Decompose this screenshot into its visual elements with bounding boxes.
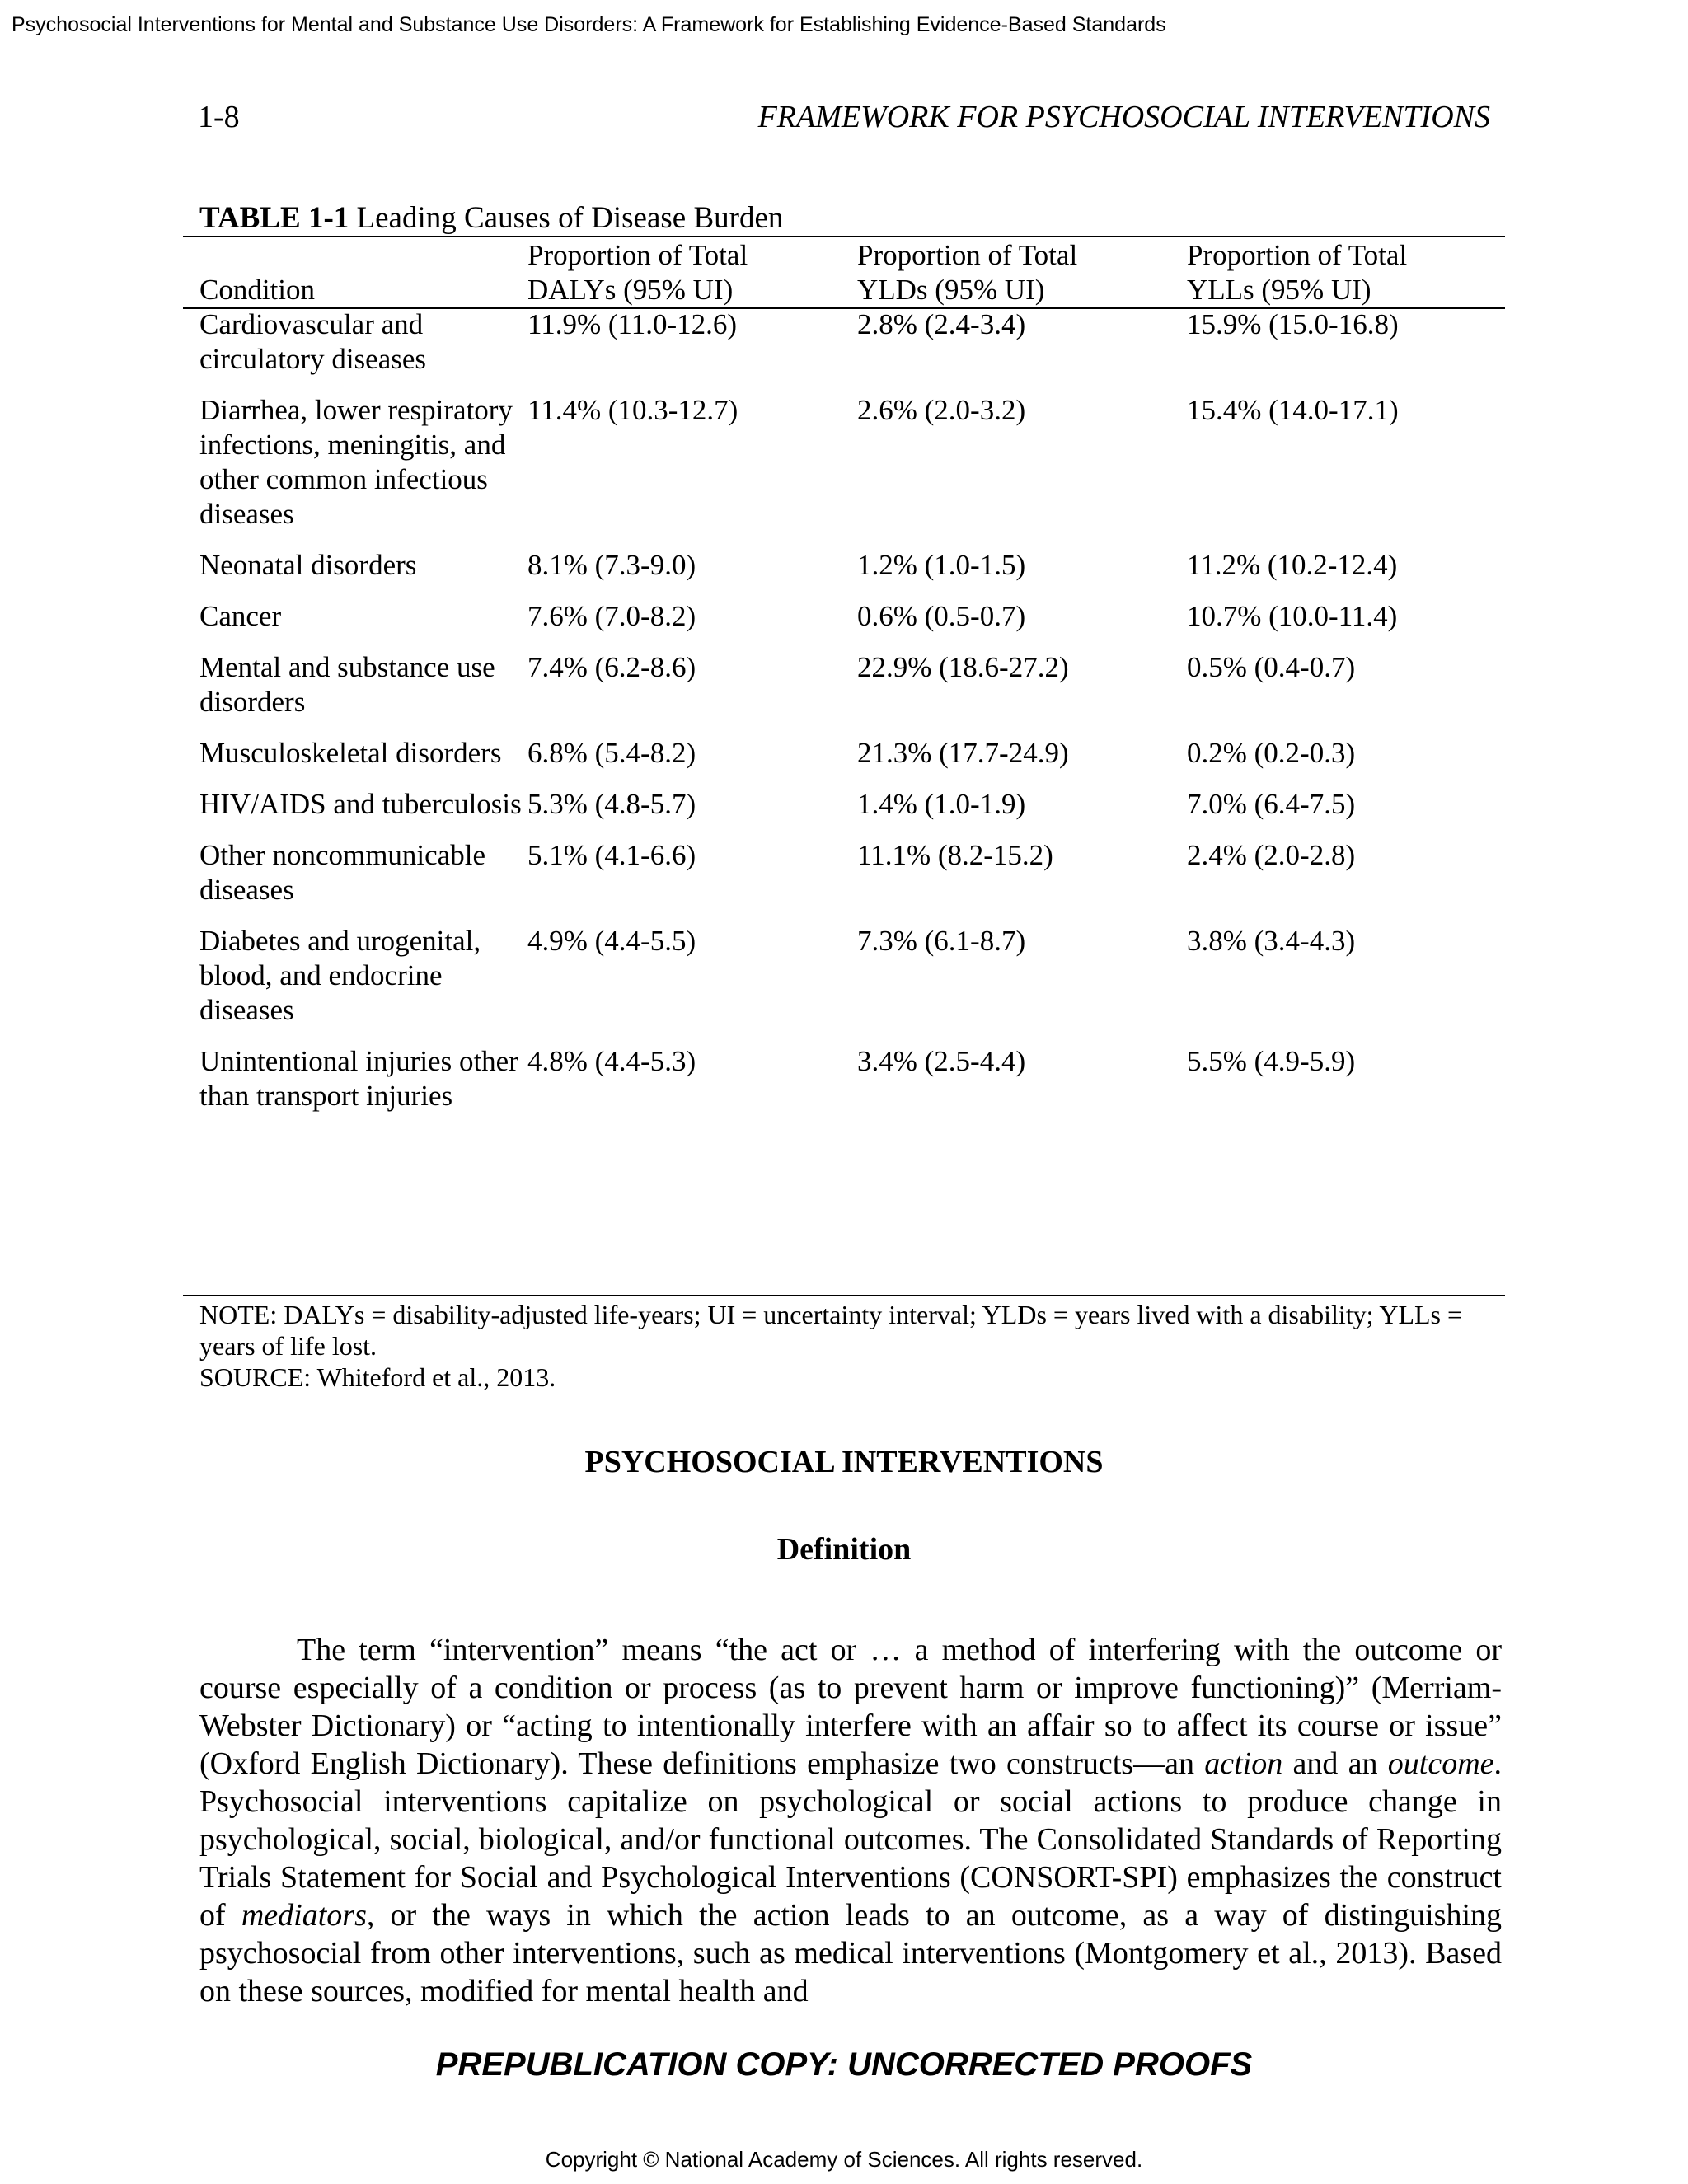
dalys-cell: 6.8% (5.4-8.2) [528,737,696,769]
ylls-cell: 10.7% (10.0-11.4) [1187,600,1398,632]
ylls-cell: 5.5% (4.9-5.9) [1187,1045,1356,1077]
dalys-cell: 8.1% (7.3-9.0) [528,549,696,581]
condition-cell: Diabetes and urogenital, blood, and endocrine diseases [199,925,481,1026]
disease-burden-table [183,236,1505,1130]
ylls-cell: 11.2% (10.2-12.4) [1187,549,1398,581]
section-subheading: Definition [776,1532,912,1567]
ylls-cell: 15.9% (15.0-16.8) [1187,308,1399,340]
paragraph-text: and an [1282,1746,1388,1781]
dalys-cell: 4.9% (4.4-5.5) [528,925,696,957]
table-caption-text: Leading Causes of Disease Burden [349,201,784,235]
section-heading: PSYCHOSOCIAL INTERVENTIONS [584,1445,1104,1479]
paragraph-text: , or the ways in which the action leads to an outcome, as a way of distinguishing psychosocial from other interventions, such as medical interventions (Montgomery et al., 2013). Based on these sources, modified for mental health and [199,1898,1503,2008]
dalys-cell: 11.9% (11.0-12.6) [528,308,738,340]
dalys-cell: 5.1% (4.1-6.6) [528,839,696,871]
table-row [183,736,1505,787]
dalys-cell: 5.3% (4.8-5.7) [528,788,696,820]
proof-notice: PREPUBLICATION COPY: UNCORRECTED PROOFS [435,2046,1253,2083]
condition-cell: Unintentional injuries other than transport injuries [199,1045,518,1112]
paragraph-text: . Psychosocial interventions capitalize on psychological or social actions to produce change in psychological, social, biological, and/or functional outcomes. The Consolidated Standards of Reporting Trials Statement for Social and Psychological Interventions (CONSORT-SPI) emphasizes the construct of [199,1746,1502,1933]
column-header-dalys: Proportion of Total DALYs (95% UI) [528,239,748,306]
table-row [183,307,1505,393]
table-source: SOURCE: Whiteford et al., 2013. [199,1362,556,1392]
ylds-cell: 22.9% (18.6-27.2) [857,651,1069,683]
table-note: NOTE: DALYs = disability-adjusted life-years; UI = uncertainty interval; YLDs = years lived with a disability; YLLs = years of life lost. [199,1300,1463,1361]
ylls-cell: 15.4% (14.0-17.1) [1187,394,1399,426]
table-row [183,924,1505,1044]
paragraph-emphasis: action [1204,1746,1283,1781]
column-header-ylls: Proportion of Total YLLs (95% UI) [1187,239,1408,306]
ylls-cell: 3.8% (3.4-4.3) [1187,925,1356,957]
table-bottom-rule [183,1295,1505,1296]
ylds-cell: 2.8% (2.4-3.4) [857,308,1026,340]
condition-cell: Cardiovascular and circulatory diseases [199,308,427,375]
ylds-cell: 7.3% (6.1-8.7) [857,925,1026,957]
ylls-cell: 2.4% (2.0-2.8) [1187,839,1356,871]
ylds-cell: 1.2% (1.0-1.5) [857,549,1026,581]
paragraph-text: The term “intervention” means “the act or … a method of interfering with the outcome or course especially of a condition or process (as to prevent harm or improve functioning)” (Merriam-Webster Dictionary) or “acting to intentionally interfere with an affair so to affect its course or issue” (Oxford English Dictionary). These definitions emphasize two constructs—an [199,1633,1502,1781]
condition-cell: Musculoskeletal disorders [199,737,502,769]
table-row [183,1044,1505,1130]
column-header-condition: Condition [199,274,316,306]
table-row [183,650,1505,736]
condition-cell: HIV/AIDS and tuberculosis [199,788,522,820]
table-row [183,838,1505,924]
page-number: 1-8 [198,100,240,134]
paragraph-emphasis: mediators [241,1898,367,1933]
table-row [183,599,1505,650]
table-label: TABLE 1-1 [199,201,349,235]
column-header-ylds: Proportion of Total YLDs (95% UI) [857,239,1078,306]
dalys-cell: 7.6% (7.0-8.2) [528,600,696,632]
condition-cell: Neonatal disorders [199,549,417,581]
table-notes [199,1299,1518,1393]
dalys-cell: 4.8% (4.4-5.3) [528,1045,696,1077]
table-row [183,393,1505,548]
copyright-notice: Copyright © National Academy of Sciences. All rights reserved. [545,2147,1143,2172]
condition-cell: Diarrhea, lower respiratory infections, meningitis, and other common infectious diseases [199,394,513,530]
table-caption [199,199,783,237]
ylls-cell: 0.5% (0.4-0.7) [1187,651,1356,683]
ylls-cell: 7.0% (6.4-7.5) [1187,788,1356,820]
ylds-cell: 1.4% (1.0-1.9) [857,788,1026,820]
table-row [183,548,1505,599]
ylds-cell: 3.4% (2.5-4.4) [857,1045,1026,1077]
paragraph-emphasis: outcome [1387,1746,1494,1781]
document-title: Psychosocial Interventions for Mental and Substance Use Disorders: A Framework for Establishing Evidence-Based Standards [12,13,1166,36]
condition-cell: Cancer [199,600,282,632]
ylds-cell: 2.6% (2.0-3.2) [857,394,1026,426]
table-row [183,787,1505,838]
running-head-title: FRAMEWORK FOR PSYCHOSOCIAL INTERVENTIONS [757,100,1490,134]
dalys-cell: 11.4% (10.3-12.7) [528,394,738,426]
table-header-row [183,236,1505,307]
ylds-cell: 21.3% (17.7-24.9) [857,737,1069,769]
dalys-cell: 7.4% (6.2-8.6) [528,651,696,683]
ylls-cell: 0.2% (0.2-0.3) [1187,737,1356,769]
ylds-cell: 11.1% (8.2-15.2) [857,839,1053,871]
running-head [0,97,1688,137]
condition-cell: Other noncommunicable diseases [199,839,485,906]
condition-cell: Mental and substance use disorders [199,651,495,718]
body-paragraph [199,1631,1502,2010]
ylds-cell: 0.6% (0.5-0.7) [857,600,1026,632]
